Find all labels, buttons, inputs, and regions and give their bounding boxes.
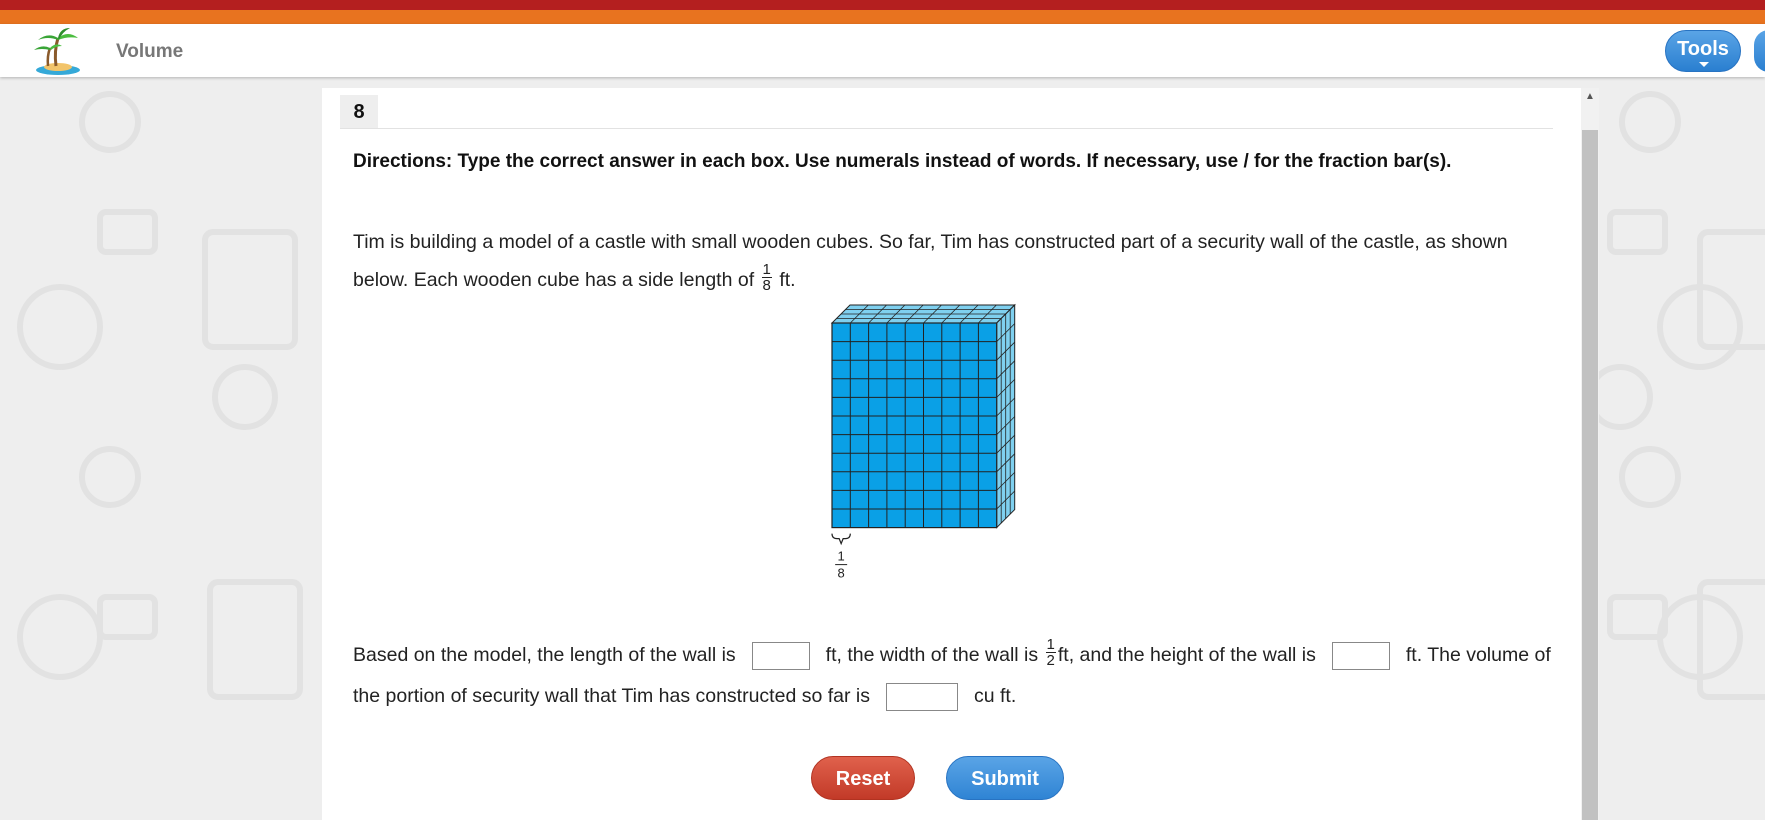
caret-down-icon	[1699, 62, 1709, 67]
wall-front-face	[832, 323, 997, 528]
intro-text: Tim is building a model of a castle with small wooden cubes. So far, Tim has constructed part of a security wall of the castle, as shown below. Each wooden cube has a side length of	[353, 231, 1508, 291]
answer-text-3: ft, and the height of the wall is	[1057, 644, 1316, 666]
divider	[340, 128, 1553, 129]
answer-text-4: ft. The volume of the portion of security wall that Tim has constructed so far is	[353, 644, 1551, 707]
app-header	[0, 24, 1765, 77]
palm-island-logo-icon	[30, 26, 86, 76]
tools-label: Tools	[1677, 38, 1729, 60]
wall-volume-input[interactable]	[886, 683, 958, 711]
answer-text-1: Based on the model, the length of the wall is	[353, 644, 736, 666]
scrollbar-thumb[interactable]	[1582, 130, 1598, 820]
wall-height-input[interactable]	[1332, 642, 1390, 670]
width-fraction-denominator: 2	[1046, 652, 1055, 670]
answer-paragraph	[353, 635, 1553, 717]
wall-length-input[interactable]	[752, 642, 810, 670]
question-intro	[353, 223, 1553, 299]
cube-wall-figure	[822, 298, 1022, 578]
page-title: Volume	[116, 41, 184, 62]
width-fraction	[1046, 637, 1056, 668]
fraction-numerator: 1	[762, 261, 771, 279]
top-accent-bar	[0, 0, 1765, 10]
side-length-fraction	[762, 262, 772, 293]
question-number: 8	[340, 95, 378, 129]
answer-text-5: cu ft.	[973, 685, 1017, 707]
top-orange-bar	[0, 10, 1765, 24]
brace-icon	[832, 534, 850, 544]
header-extra-button[interactable]	[1754, 30, 1765, 72]
directions-text: Directions: Type the correct answer in each box. Use numerals instead of words. If necessary, use / for the fraction bar(s).	[353, 151, 1452, 172]
brace-label-denominator: 8	[837, 565, 845, 578]
intro-unit: ft.	[779, 269, 796, 291]
brace-label-numerator: 1	[837, 548, 845, 564]
question-panel	[322, 88, 1599, 820]
reset-button[interactable]: Reset	[811, 756, 915, 800]
width-fraction-numerator: 1	[1046, 636, 1055, 654]
scroll-up-arrow-icon[interactable]: ▲	[1585, 91, 1595, 102]
answer-text-2: ft, the width of the wall is	[825, 644, 1039, 666]
fraction-denominator: 8	[762, 277, 771, 295]
tools-button[interactable]	[1665, 30, 1741, 72]
submit-button[interactable]: Submit	[946, 756, 1064, 800]
